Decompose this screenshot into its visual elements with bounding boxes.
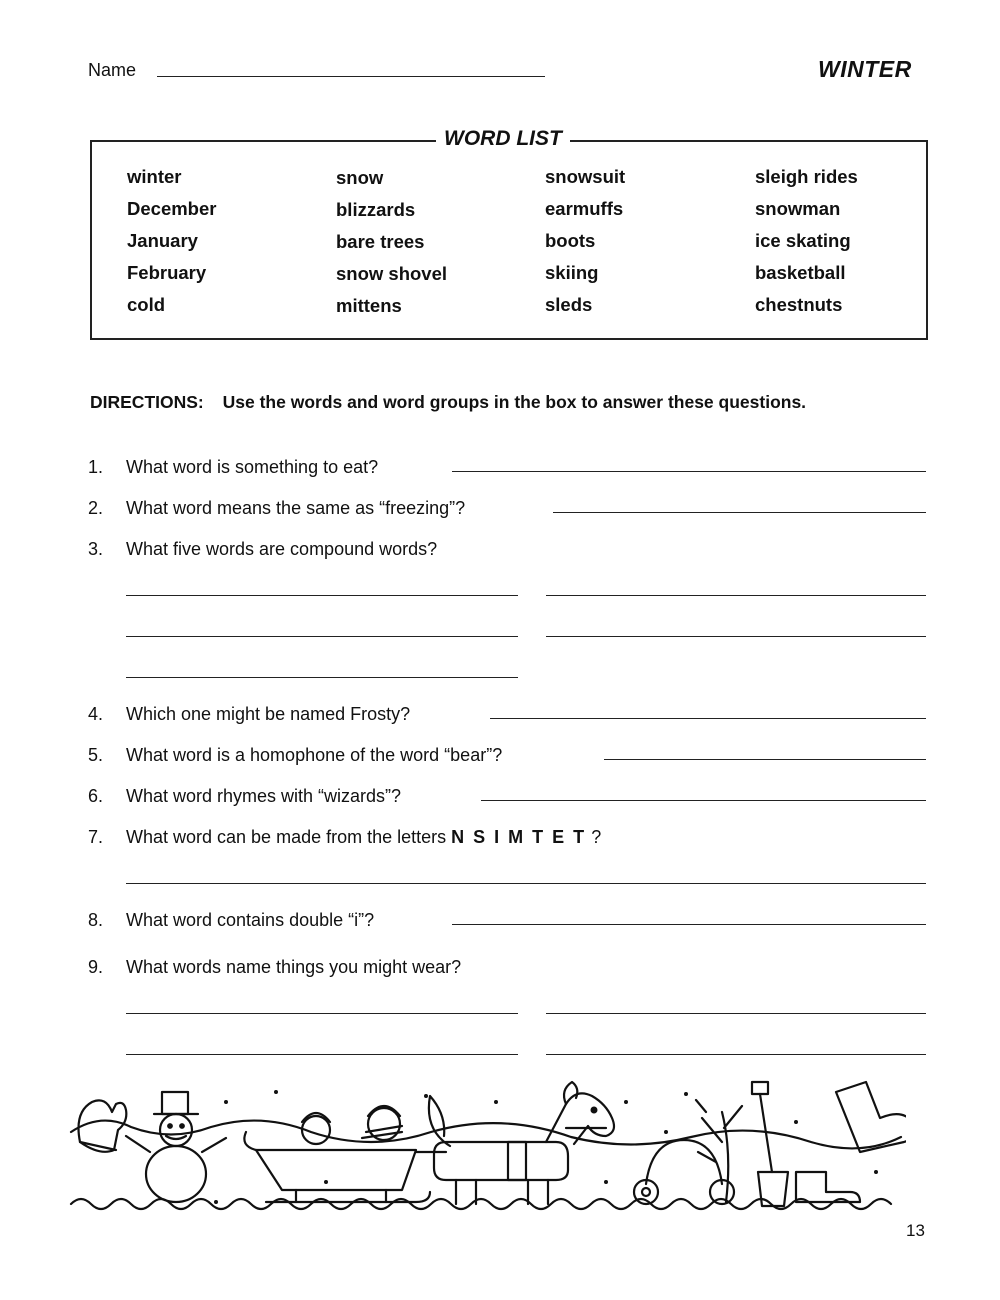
word-item: snowman	[755, 198, 841, 219]
question-number: 3.	[88, 539, 104, 559]
word-item: January	[127, 230, 198, 251]
word-item: December	[127, 198, 217, 219]
answer-line[interactable]	[546, 1013, 926, 1014]
answer-line[interactable]	[546, 636, 926, 637]
answer-line[interactable]	[604, 759, 926, 760]
letters: N S I M T E T	[451, 827, 587, 847]
word-list-title: WORD LIST	[436, 127, 570, 151]
sleigh-icon	[244, 1106, 430, 1202]
answer-line[interactable]	[546, 595, 926, 596]
answer-line[interactable]	[126, 1054, 518, 1055]
question-text: What five words are compound words?	[126, 539, 438, 559]
word-item: snowsuit	[545, 166, 626, 187]
word-item: bare trees	[336, 231, 425, 252]
word-item: ice skating	[755, 230, 851, 251]
word-item: winter	[127, 166, 182, 187]
answer-line[interactable]	[126, 595, 518, 596]
question-number: 9.	[88, 957, 104, 977]
question-text-main: What word can be made from the letters	[126, 827, 447, 847]
question-suffix: ?	[591, 827, 602, 847]
question-text: What word contains double “i”?	[126, 910, 375, 930]
question-text: What word rhymes with “wizards”?	[126, 786, 402, 806]
word-item: snow	[336, 167, 384, 188]
word-item: earmuffs	[545, 198, 624, 219]
page-title: WINTER	[818, 56, 912, 82]
directions	[90, 392, 806, 413]
word-item: chestnuts	[755, 294, 843, 315]
word-item: skiing	[545, 262, 599, 283]
winter-scene-illustration	[66, 1072, 906, 1232]
answer-line[interactable]	[452, 924, 926, 925]
question-text: What word means the same as “freezing”?	[126, 498, 466, 518]
question-text: Which one might be named Frosty?	[126, 704, 411, 724]
word-item: mittens	[336, 295, 402, 316]
answer-line[interactable]	[481, 800, 926, 801]
page-number: 13	[906, 1221, 925, 1240]
question-number: 4.	[88, 704, 104, 724]
question-number: 6.	[88, 786, 104, 806]
directions-lead: DIRECTIONS:	[90, 392, 204, 412]
question-number: 1.	[88, 457, 104, 477]
word-item: basketball	[755, 262, 846, 283]
question-number: 5.	[88, 745, 104, 765]
shovel-icon	[752, 1082, 788, 1206]
question-number: 7.	[88, 827, 104, 847]
word-item: blizzards	[336, 199, 416, 220]
word-item: sleds	[545, 294, 593, 315]
name-field[interactable]	[157, 76, 545, 77]
word-item: boots	[545, 230, 596, 251]
directions-text: Use the words and word groups in the box to answer these questions.	[222, 392, 807, 412]
question-text	[126, 827, 601, 848]
question-text: What word is a homophone of the word “bear”?	[126, 745, 503, 765]
word-item: cold	[127, 294, 166, 315]
answer-line[interactable]	[126, 636, 518, 637]
earmuffs-icon	[634, 1140, 734, 1204]
question-text: What word is something to eat?	[126, 457, 379, 477]
answer-line[interactable]	[126, 1013, 518, 1014]
horse-icon	[416, 1082, 614, 1204]
question-text: What words name things you might wear?	[126, 957, 462, 977]
question-number: 2.	[88, 498, 104, 518]
answer-line[interactable]	[452, 471, 926, 472]
answer-line[interactable]	[490, 718, 926, 719]
word-item: snow shovel	[336, 263, 448, 284]
name-label: Name	[88, 60, 137, 80]
word-item: sleigh rides	[755, 166, 858, 187]
word-item: February	[127, 262, 207, 283]
answer-line[interactable]	[126, 677, 518, 678]
answer-line[interactable]	[126, 883, 926, 884]
question-number: 8.	[88, 910, 104, 930]
answer-line[interactable]	[553, 512, 926, 513]
snowman-icon	[126, 1092, 226, 1202]
answer-line[interactable]	[546, 1054, 926, 1055]
mitten-icon	[79, 1100, 127, 1151]
tree-icon	[696, 1100, 742, 1202]
